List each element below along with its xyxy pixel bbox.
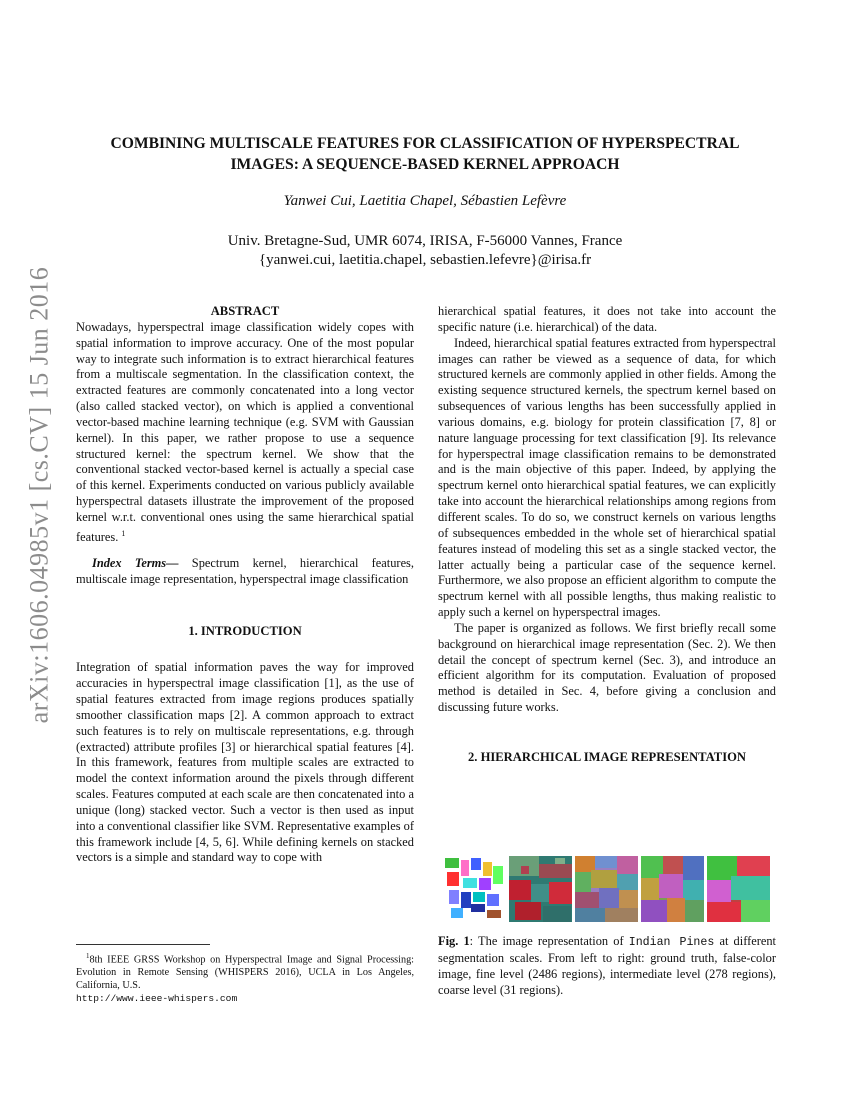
paper-title (60, 133, 790, 175)
right-paragraph-3: The paper is organized as follows. We first briefly recall some background on hierarchical image representation (Sec. 2). We then detail the concept of spectrum kernel (Sec. 3), and introduce an efficient algorithm for its computation. Evaluation of proposed method is detailed in Sec. 4, before giving a conclusion and discussing future works. (438, 620, 776, 715)
right-paragraph-2: Indeed, hierarchical spatial features extracted from hyperspectral images can rather be viewed as a sequence of data, for which structured kernels are commonly applied in other fields. Among the existing sequence structured kernels, the spectrum kernel based on subsequences of various lengths has been successfully applied in various domains, e.g. biology for protein classification [7, 8] or nature language processing for text classification [9]. Its relevance for hyperspectral image classification remains to be demonstrated and is the main objective of this paper. Indeed, by applying the spectrum kernel onto hierarchical spatial features, we can explicitly take into account the hierarchical relationships among regions from different scales. To do so, we construct kernels on various lengths of subsequences embedded in the whole set of hierarchical spatial features instead of modeling this set as a single stacked vector, the latter actually being a particular case of the sequence kernel. Furthermore, we also propose an efficient algorithm to compute the spectrum kernel with all possible lengths, thus making realistic to apply such a kernel on hyperspectral images. (438, 335, 776, 620)
affiliation (60, 232, 790, 270)
figure-1-caption (438, 934, 776, 998)
introduction-paragraph: Integration of spatial information paves the way for improved accuracies in hyperspectral image classification [1], as the use of spatial features extracted from image regions produces spatially smoother classification maps [2]. A common approach to extract such features is to rely on multiscale representations, e.g. through (extracted) attribute profiles [3] or hierarchical spatial features [4]. In this framework, features from multiple scales are extracted to model the context information around the pixels through different scales. Features computed at each scale are then concatenated into a unique (long) stacked vector. Such a vector is then used as input into a conventional classifier like SVM. Representative examples of this framework include [4, 5, 6]. While defining kernels on stacked vectors is a simple and standard way to cope with (76, 660, 414, 865)
right-paragraph-1: hierarchical spatial features, it does not take into account the specific nature (i.e. hierarchical) of the data. (438, 304, 776, 334)
arxiv-id: arXiv:1606.04985v1 [cs.CV] 15 Jun 2016 (24, 266, 54, 724)
abstract-text: Nowadays, hyperspectral image classification widely copes with spatial information to improve accuracy. One of the most popular way to integrate such information is to extract hierarchical features from a multiscale segmentation. In the classification context, the extracted features are commonly concatenated into a long vector (also called stacked vector), on which is applied a conventional vector-based machine learning technique (e.g. SVM with Gaussian kernel). In this paper, we rather propose to use a sequence structured kernel: the spectrum kernel. We show that the conventional stacked vector-based kernel is actually a special case of this kernel. Experiments conducted on various publicly available hyperspectral datasets illustrate the improvement of the proposed kernel w.r.t. conventional ones using the same hierarchical spatial features. (76, 319, 414, 544)
title-line-2: IMAGES: A SEQUENCE-BASED KERNEL APPROACH (230, 156, 620, 173)
section-1-heading: 1. INTRODUCTION (188, 624, 302, 639)
right-column (438, 304, 776, 786)
coarse-level-segmentation (707, 856, 770, 922)
left-column (76, 304, 414, 866)
footnote-text (76, 950, 414, 992)
affiliation-line-1: Univ. Bretagne-Sud, UMR 6074, IRISA, F-56000 Vannes, France (227, 233, 623, 249)
caption-pre: : The image representation of (469, 934, 629, 948)
ground-truth-image (443, 856, 506, 922)
arxiv-sidebar-stamp (22, 266, 56, 724)
figure-label: Fig. 1 (438, 934, 470, 948)
abstract-footnote-mark: 1 (121, 528, 126, 538)
index-terms (76, 556, 414, 588)
index-terms-text: Spectrum kernel, hierarchical features, multiscale image representation, hyperspectral image classification (76, 555, 414, 586)
section-2-heading: 2. HIERARCHICAL IMAGE REPRESENTATION (467, 749, 747, 764)
affiliation-line-2: {yanwei.cui, laetitia.chapel, sebastien.lefevre}@irisa.fr (258, 252, 592, 268)
figure-1-images (443, 856, 773, 922)
false-color-image (509, 856, 572, 922)
caption-post: at different segmentation scales. From left to right: ground truth, false-color image, fine level (2486 regions), intermediate level (278 regions), coarse level (31 regions). (438, 934, 776, 997)
footnote-mark: 1 (86, 952, 90, 960)
title-line-1: COMBINING MULTISCALE FEATURES FOR CLASSIFICATION OF HYPERSPECTRAL (110, 135, 740, 152)
fine-level-segmentation (575, 856, 638, 922)
footnote (76, 950, 414, 1005)
authors: Yanwei Cui, Laetitia Chapel, Sébastien Lefèvre (283, 193, 567, 209)
footnote-divider (76, 944, 210, 945)
abstract-heading: ABSTRACT (210, 304, 280, 318)
index-terms-label: Index Terms— (92, 555, 179, 570)
intermediate-level-segmentation (641, 856, 704, 922)
abstract-body (76, 320, 414, 546)
dataset-name: Indian Pines (628, 936, 715, 949)
footnote-body: 8th IEEE GRSS Workshop on Hyperspectral Image and Signal Processing: Evolution in Remote Sensing (WHISPERS 2016), UCLA in Los Angeles, California, U.S. (76, 954, 414, 992)
footnote-url[interactable]: http://www.ieee-whispers.com (76, 993, 238, 1005)
